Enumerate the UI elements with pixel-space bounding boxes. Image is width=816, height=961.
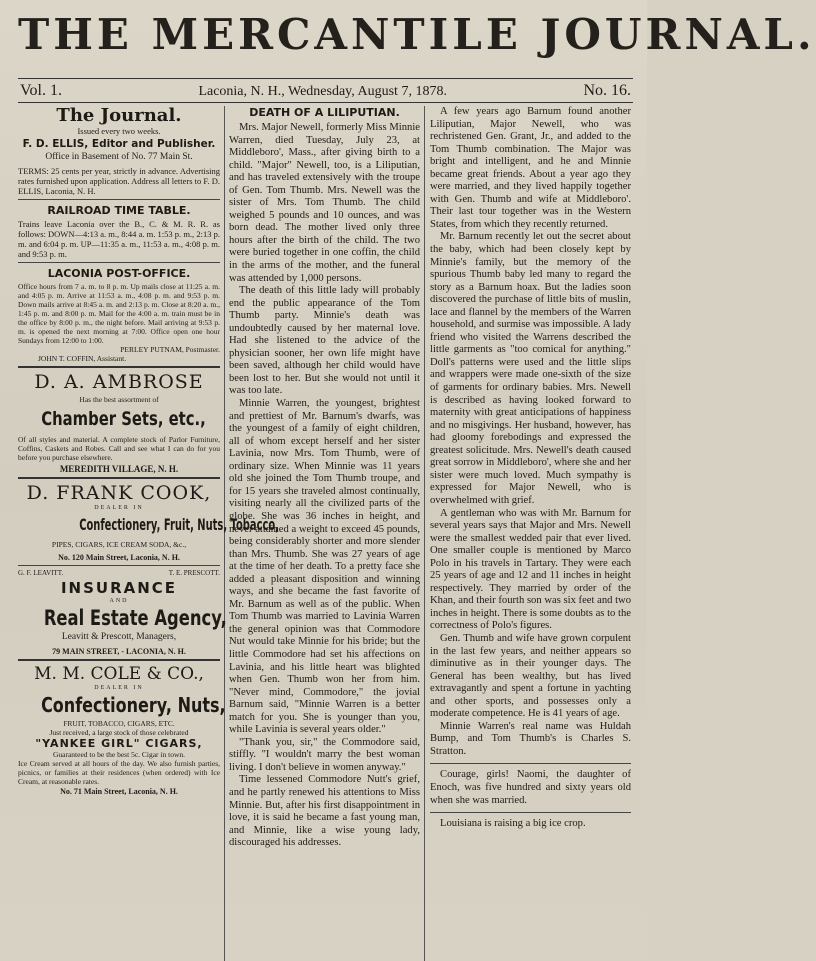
louisiana-text: Louisiana is raising a big ice crop. — [440, 818, 586, 830]
assistant-line: JOHN T. COFFIN, Assistant. — [38, 354, 127, 363]
and-label: AND — [109, 598, 129, 604]
article-title: DEATH OF A LILIPUTIAN. — [249, 106, 400, 119]
right-column — [425, 106, 631, 961]
ambrose-place: MEREDITH VILLAGE, N. H. — [59, 464, 179, 474]
issue-number: No. 16. — [583, 82, 631, 99]
volume-label: Vol. 1. — [20, 82, 62, 99]
cook-name: D. FRANK COOK, — [26, 482, 212, 504]
article-body-continued — [430, 106, 631, 758]
journal-heading: The Journal. — [56, 105, 182, 126]
leavitt-name: G. F. LEAVITT. — [18, 569, 64, 577]
agency-address: 79 MAIN STREET, - LACONIA, N. H. — [52, 647, 186, 656]
cook-product: Confectionery, Fruit, Nuts, Tobacco, — [79, 515, 279, 534]
article-paragraph: A few years ago Barnum found another Liliputian, Major Newell, who was rechristened Gen. Grant, Jr., and added to the Tom Thumb combination. The Major was bright and intelligent, and he and Minnie became great friends. About a year ago they were married, and they lived happily together with Gen. Thumb and wife at Middleboro'. Their last tour together was in the Western States, from which they recently returned. — [430, 106, 631, 230]
postoffice-heading: LACONIA POST-OFFICE. — [47, 267, 191, 280]
left-column — [18, 105, 279, 961]
ambrose-product: Chamber Sets, etc., — [41, 408, 206, 430]
article-paragraph: The death of this little lady will probably end the public appearance of the Tom Thumb party. Minnie's death was undoubtedly caused by her maternal love. Had she listened to the advice of the physician sooner, her own life might have been saved, although her child would have been lost to her. But she would not until it was too late. — [229, 285, 420, 397]
prescott-name: T. E. PRESCOTT. — [168, 569, 220, 577]
dateline-bar — [18, 78, 633, 103]
cole-name: M. M. COLE & CO., — [34, 664, 204, 684]
cole-dealer-in: DEALER IN — [94, 685, 144, 691]
masthead-title: THE MERCANTILE JOURNAL. — [18, 10, 816, 59]
cole-text: Ice Cream served at all hours of the day. We also furnish parties, picnics, or families at their residences (when ordered) with Ice Cream, at reasonable rates. — [18, 759, 220, 786]
cole-product: Confectionery, Nuts, — [41, 693, 226, 717]
agency-partners — [18, 569, 220, 577]
cole-address: No. 71 Main Street, Laconia, N. H. — [60, 787, 178, 796]
columns — [18, 106, 633, 961]
postoffice-text: Office hours from 7 a. m. to 8 p. m. Up mails close at 11:25 a. m. and 4:05 p. m. Arrive at 11:53 a. m., 4:08 p. m. and 9:53 p. m. Down mails arrive at 8:45 a. m. and 2:13 p. m. Close at 8:20 a. m., 1:45 p. m. and 8:00 p. m. Mail for the 4:00 a. m. train must be in the office by 8:00 p. m., the night before. Mail arriving at 9:53 p. m. is opened the next morning at 7:00. Office open one hour Sundays from 12:00 to 1:00. — [18, 282, 220, 345]
issued-note: Issued every two weeks. — [77, 126, 161, 136]
editor-line: F. D. ELLIS, Editor and Publisher. — [22, 138, 216, 150]
cook-sub: PIPES, CIGARS, ICE CREAM SODA, &c., — [51, 540, 187, 549]
cole-received: Just received, a large stock of those celebrated — [49, 728, 189, 737]
article-paragraph: A gentleman who was with Mr. Barnum for several years says that Major and Mrs. Newell were the smallest wedded pair that ever lived. One smaller couple is mentioned by Marco Polo in his travels in Tartary. They were each 25 years of age and 12 and 11 inches in height respectively. They married by order of the Khan, and their fourth son was six feet and two inches in height. There is some doubts as to the correctness of Polo's figures. — [430, 507, 631, 632]
postmaster-line: PERLEY PUTNAM, Postmaster. — [120, 345, 220, 354]
realestate-heading: Real Estate Agency, — [43, 606, 227, 630]
cole-brand: "YANKEE GIRL" CIGARS, — [35, 737, 203, 750]
terms-text: TERMS: 25 cents per year, strictly in advance. Advertising rates furnished upon application. Address all letters to F. D. ELLIS, Laconia, N. H. — [18, 166, 220, 196]
article-body — [229, 122, 420, 850]
ambrose-has: Has the best assortment of — [79, 395, 159, 404]
cole-guarantee: Guaranteed to be the best 5c. Cigar in town. — [52, 750, 186, 759]
article-paragraph: Minnie Warren's real name was Huldah Bump, and Tom Thumb's is Charles S. Stratton. — [430, 720, 631, 757]
insurance-heading: INSURANCE — [60, 579, 178, 597]
office-line: Office in Basement of No. 77 Main St. — [45, 152, 193, 162]
article-paragraph: Mrs. Major Newell, formerly Miss Minnie Warren, died Tuesday, July 23, at Middleboro', Mass., after giving birth to a child. "Major" Newell, too, is a Liliputian, and has traveled extensively with the troupe of Gen. Tom Thumb. Mrs. Newell was the sister of Mrs. Tom Thumb. The child weighed 5 pounds and 10 ounces, and was born dead. The mother lived only three hours after the birth of the child. The two were buried together in one coffin, the child in the arms of the mother, and the funeral was attended by 1,000 persons. — [229, 122, 420, 284]
article-paragraph: Gen. Thumb and wife have grown corpulent in the last few years, and neither appears so diminutive as in their younger days. The General has been wealthy, but has lived extravagantly and spent a fortune in yachting and other sports, and possesses only a moderate competence. He is 41 years of age. — [430, 632, 631, 720]
article-paragraph: Mr. Barnum recently let out the secret about the baby, which had been closely kept by Minnie's family, but the memory of the spurious Thumb baby led many to regard the story as a Barnum hoax. But the ladies soon discovered the purchase of little bits of muslin, lace and flannel by the members of the Warren household, and surmise was impossible. A lady friend who visited the Warrens described the little garments as "too comical for anything." Doll's patterns were used and the little slips and wrappers were made one-sixth of the size of garments for ordinary babies. Mrs. Newell is described as having looked forward to maternity with great anticipations of happiness and no misgivings. Her husband, however, has had gloomy forebodings and expressed the greatest solicitude. Mrs. Newell's death caused great sorrow in Middleboro', where she and her sister were much loved. Much sympathy is expressed for Major Newell, who is overwhelmed with grief. — [430, 231, 631, 506]
article-paragraph: "Thank you, sir," the Commodore said, stiffly. "I wouldn't marry the best woman living. I don't believe in women anyway." — [229, 736, 420, 773]
cole-sub: FRUIT, TOBACCO, CIGARS, ETC. — [63, 719, 175, 728]
railroad-heading: RAILROAD TIME TABLE. — [47, 204, 191, 217]
ambrose-text: Of all styles and material. A complete stock of Parlor Furniture, Coffins, Caskets and Robes. Call and see what I can do for you before you purchase elsewhere. — [18, 435, 220, 462]
railroad-text: Trains leave Laconia over the B., C. & M. R. R. as follows: DOWN—4:13 a. m., 8:44 a. m. 1:53 p. m., 2:13 p. m. and 6:04 p. m. UP—11:35 a. m., 11:53 a. m., 4:08 p. m. and 9:53 p. m. — [18, 219, 220, 259]
article-paragraph: Time lessened Commodore Nutt's grief, and he partly renewed his attentions to Miss Minnie. But, after his first disappointment in love, it is said he became a fast young man, and Minnie, like a wise young lady, discouraged his addresses. — [229, 774, 420, 849]
louisiana-note — [430, 818, 631, 831]
courage-note — [430, 769, 631, 807]
cook-dealer-in: DEALER IN — [94, 505, 144, 511]
managers-line: Leavitt & Prescott, Managers, — [61, 632, 177, 642]
dateline-text: Laconia, N. H., Wednesday, August 7, 1878. — [198, 84, 447, 99]
courage-text: Courage, girls! Naomi, the daughter of Enoch, was five hundred and sixty years old when she was married. — [430, 769, 631, 806]
article-paragraph: Minnie Warren, the youngest, brightest and prettiest of Mr. Barnum's dwarfs, was the youngest of a family of eight children, all of whom except herself and her sister Lavinia, now Mrs. Tom Thumb, were of ordinary size. When Minnie was 11 years old she joined the Tom Thumb troupe, and for 15 years she traveled almost continually, visiting nearly all the civilized parts of the globe. She was 36 inches in height, and never attained a weight to exceed 45 pounds, being considerably shorter and more slender than Mrs. Thumb. She was 27 years of age at the time of her death. To a pretty face she added a pleasant disposition and winning ways, and she became the fast favorite of Mr. Barnum as well as of the public. When Tom Thumb was married to Lavinia Warren the general opinion was that Commodore Nut would take Minnie for his bride; but the little Commodore had set his affections on Lavinia, and his little heart was blighted when Gen. Thumb won her from him. "Never mind, Commodore," the jovial Barnum said, "Minnie Warren is a better match for you. She is younger than you, while Lavinia is several years older." — [229, 398, 420, 736]
ambrose-name: D. A. AMBROSE — [34, 371, 204, 393]
cook-address: No. 120 Main Street, Laconia, N. H. — [58, 553, 180, 562]
